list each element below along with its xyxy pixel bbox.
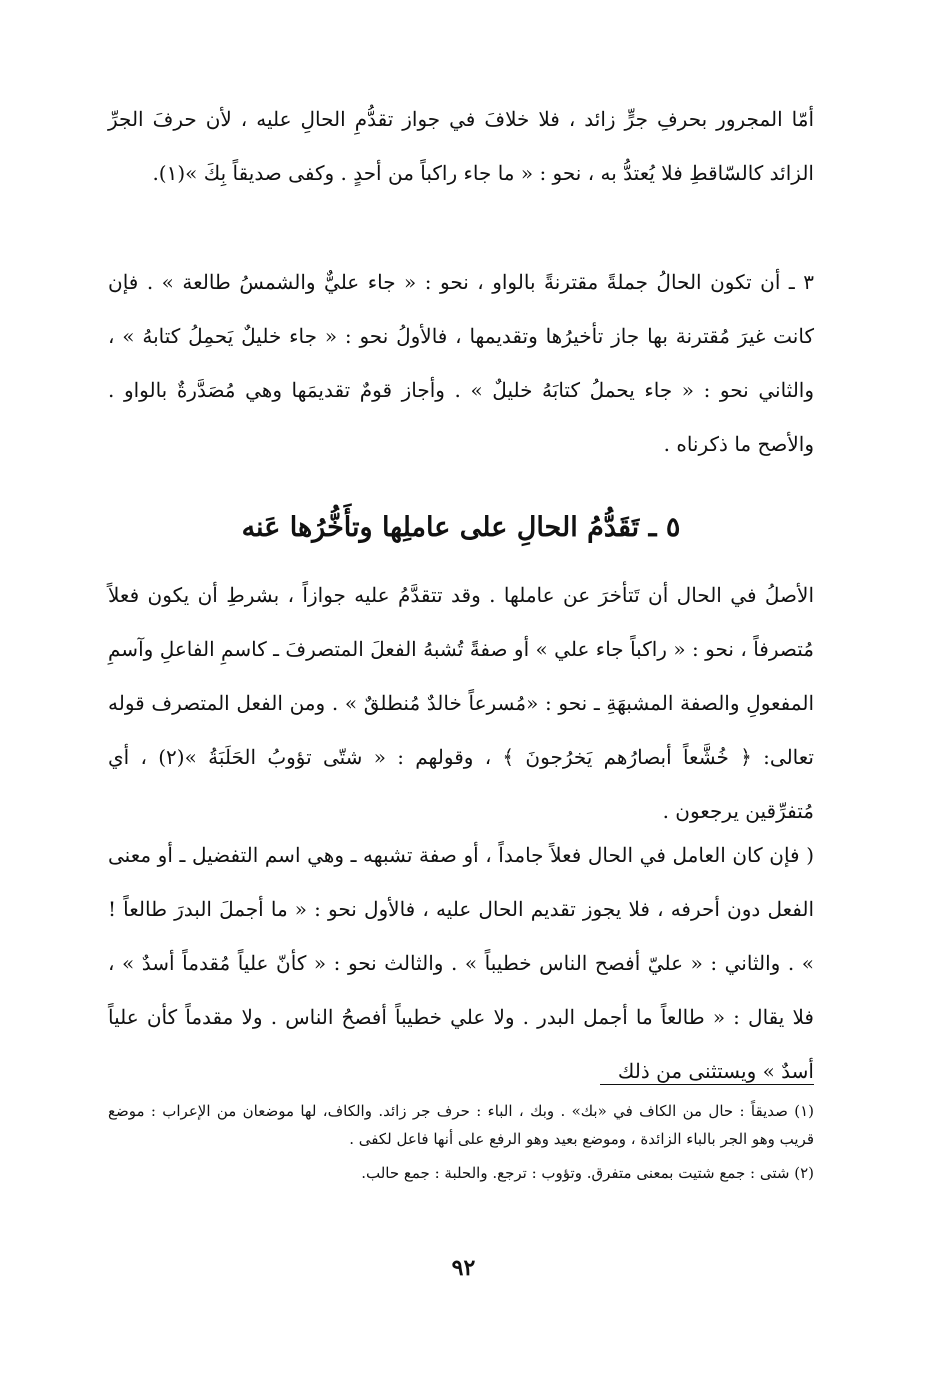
footnote-divider	[600, 1084, 814, 1085]
paragraph-condition-three: ٣ ـ أن تكون الحالُ جملةً مقترنةً بالواو ، نحو : « جاء عليٌّ والشمسُ طالعة » . فإن كانت غيرَ مُقترنة بها جاز تأخيرُها وتقديمها ، فالأولُ نحو : « جاء خليلٌ يَحمِلُ كتابهُ » ، والثاني نحو : « جاء يحملُ كتابَهُ خليلٌ » . وأجاز قومٌ تقديمَها وهي مُصَدَّرةٌ بالواو . والأصح ما ذكرناه .	[108, 270, 814, 456]
footnote-1: (١) صديقاً : حال من الكاف في «بك» . وبك ، الباء : حرف جر زائد. والكاف، لها موضعان من الإعراب : موضع قريب وهو الجر بالباء الزائدة ، وموضع بعيد وهو الرفع على أنها فاعل لكفى .	[108, 1102, 814, 1148]
page-number: ٩٢	[451, 1255, 476, 1281]
paragraph-asl-fil-hal: الأصلُ في الحال أن تَتأخرَ عن عاملها . وقد تتقدَّمُ عليه جوازاً ، بشرطِ أن يكون فعلاً مُتصرفاً ، نحو : « راكباً جاء علي » أو صفةً تُشبهُ الفعلَ المتصرفَ ـ كاسمِ الفاعلِ وآسمِ المفعولِ والصفة المشبهَةِ ـ نحو : «مُسرعاً خالدٌ مُنطلقٌ » . ومن الفعل المتصرف قوله تعالى: ﴿ خُشَّعاً أبصارُهم يَخرُجونَ ﴾ ، وقولهم : « شتّى تؤوبُ الحَلَبَةُ »(٢) ، أي مُتفرِّقين يرجعون .	[108, 583, 814, 823]
paragraph-majrur-zaid: أمّا المجرور بحرفِ جرٍّ زائد ، فلا خلافَ في جواز تقدُّمِ الحالِ عليه ، لأن حرفَ الجرِّ الزائد كالسّاقطِ فلا يُعتدُّ به ، نحو : « ما جاء راكباً من أحدٍ . وكفى صديقاً بِكَ »(١).	[108, 107, 814, 185]
footnotes	[108, 1097, 814, 1193]
footnote-2: (٢) شتى : جمع شتيت بمعنى متفرق. وتؤوب : ترجع. والحلبة : جمع حالب.	[361, 1164, 814, 1182]
section-heading: ٥ ـ تَقَدُّمُ الحالِ على عاملِها وتأَخُّرُها عَنه	[241, 512, 681, 543]
paragraph-amil-jamid: ( فإن كان العامل في الحال فعلاً جامداً ، أو صفة تشبهه ـ وهي اسم التفضيل ـ أو معنى الفعل دون أحرفه ، فلا يجوز تقديم الحال عليه ، فالأول نحو : « ما أجملَ البدرَ طالعاً ! » . والثاني : « عليّ أفصح الناس خطيباً » . والثالث نحو : « كأنّ علياً مُقدماً أسدٌ » ، فلا يقال : « طالعاً ما أجمل البدر . ولا علي خطيباً أفصحُ الناس . ولا مقدماً كأن علياً أسدٌ » ويستثنى من ذلك	[108, 843, 815, 1083]
